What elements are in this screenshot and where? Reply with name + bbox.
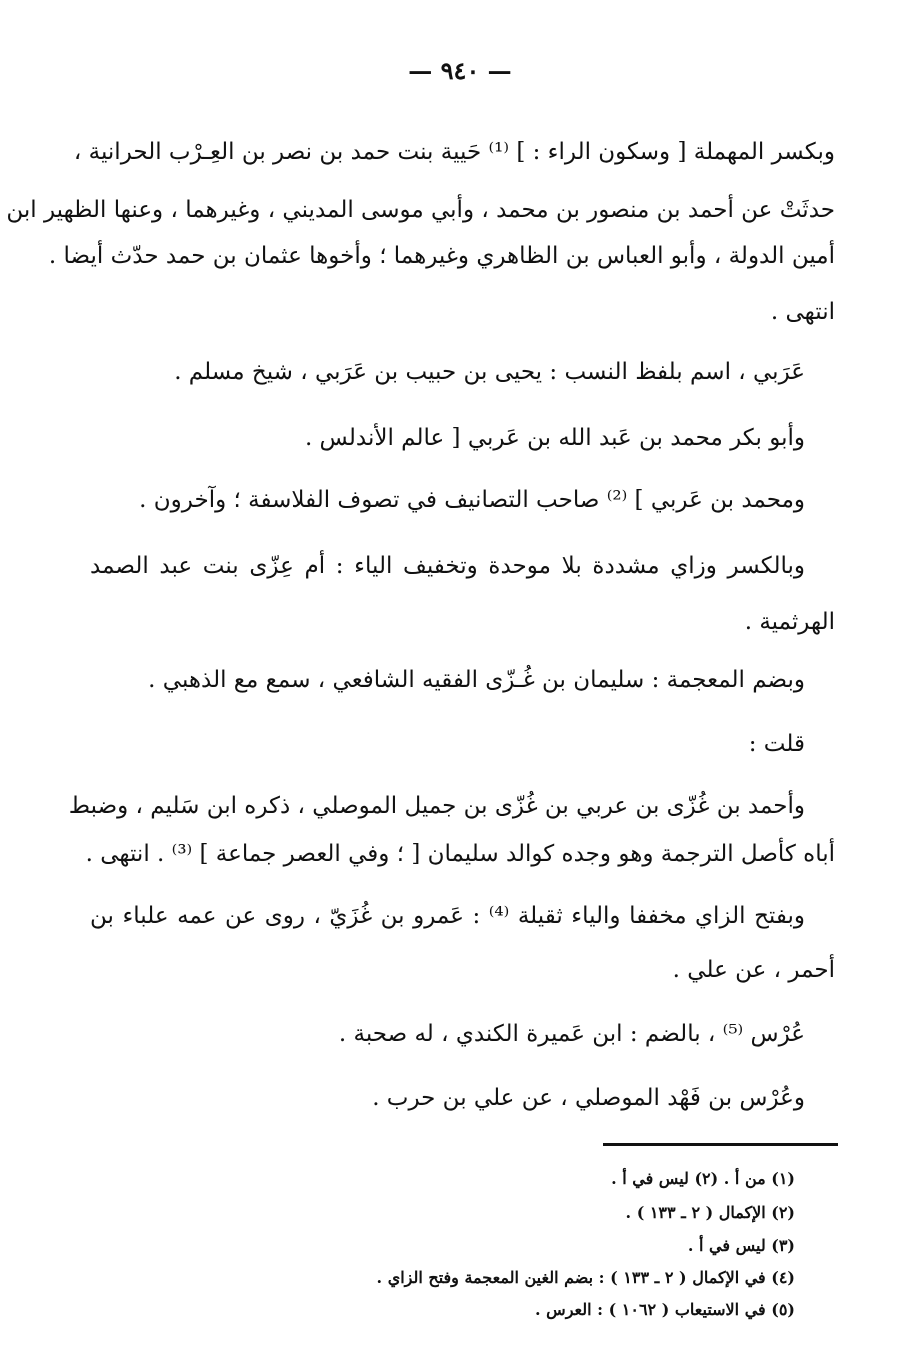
- footnote: (٢) الإكمال ( ٢ ـ ١٣٣ ) .: [625, 1203, 795, 1222]
- page-number: — ٩٤٠ —: [408, 56, 512, 85]
- footnote: (٤) في الإكمال ( ٢ ـ ١٣٣ ) : بضم الغين المعجمة وفتح الزاي .: [376, 1268, 795, 1287]
- text-line: وأحمد بن غُزّى بن عربي بن غُزّى بن جميل الموصلي ، ذكره ابن سَليم ، وضبط: [68, 793, 805, 819]
- footnote: (١) من أ . (٢) ليس في أ .: [611, 1169, 795, 1188]
- text-line: وعُرْس بن فَهْد الموصلي ، عن علي بن حرب .: [372, 1085, 805, 1111]
- text-line: عَرَبي ، اسم بلفظ النسب : يحيى بن حبيب بن عَرَبي ، شيخ مسلم .: [174, 359, 805, 385]
- text-line: أحمر ، عن علي .: [672, 957, 835, 983]
- footnote: (٥) في الاستيعاب ( ١٠٦٢ ) : العرس .: [535, 1300, 795, 1319]
- text-line: وبكسر المهملة [ وسكون الراء : ] ⁽¹⁾ حَيية بنت حمد بن نصر بن العِـرْب الحرانية ،: [73, 139, 835, 165]
- footnote: (٣) ليس في أ .: [687, 1236, 795, 1255]
- text-line: عُرْس ⁽⁵⁾ ، بالضم : ابن عَميرة الكندي ، له صحبة .: [338, 1021, 805, 1047]
- text-line: أمين الدولة ، وأبو العباس بن الظاهري وغيرهما ؛ وأخوها عثمان بن حمد حدّث أيضا .: [48, 243, 835, 269]
- text-line: وأبو بكر محمد بن عَبد الله بن عَربي [ عالم الأندلس .: [304, 425, 805, 451]
- text-line: حدثَتْ عن أحمد بن منصور بن محمد ، وأبي موسى المديني ، وغيرهما ، وعنها الظهير ابن: [6, 197, 835, 223]
- text-line: الهرثمية .: [744, 609, 835, 635]
- text-line: وبضم المعجمة : سليمان بن غُـزّى الفقيه الشافعي ، سمع مع الذهبي .: [148, 667, 805, 693]
- text-line: قلت :: [748, 731, 805, 757]
- footnote-divider: [603, 1143, 838, 1146]
- text-line: انتهى .: [770, 299, 835, 325]
- text-line: وبفتح الزاي مخففا والياء ثقيلة ⁽⁴⁾ : عَمرو بن غُزَيّ ، روى عن عمه علباء بن: [90, 903, 805, 929]
- text-line: أباه كأصل الترجمة وهو وجده كوالد سليمان [ ؛ وفي العصر جماعة ] ⁽³⁾ . انتهى .: [85, 841, 835, 867]
- text-line: ومحمد بن عَربي ] ⁽²⁾ صاحب التصانيف في تصوف الفلاسفة ؛ وآخرون .: [139, 487, 805, 513]
- text-line: وبالكسر وزاي مشددة بلا موحدة وتخفيف الياء : أم عِزّى بنت عبد الصمد: [90, 553, 805, 579]
